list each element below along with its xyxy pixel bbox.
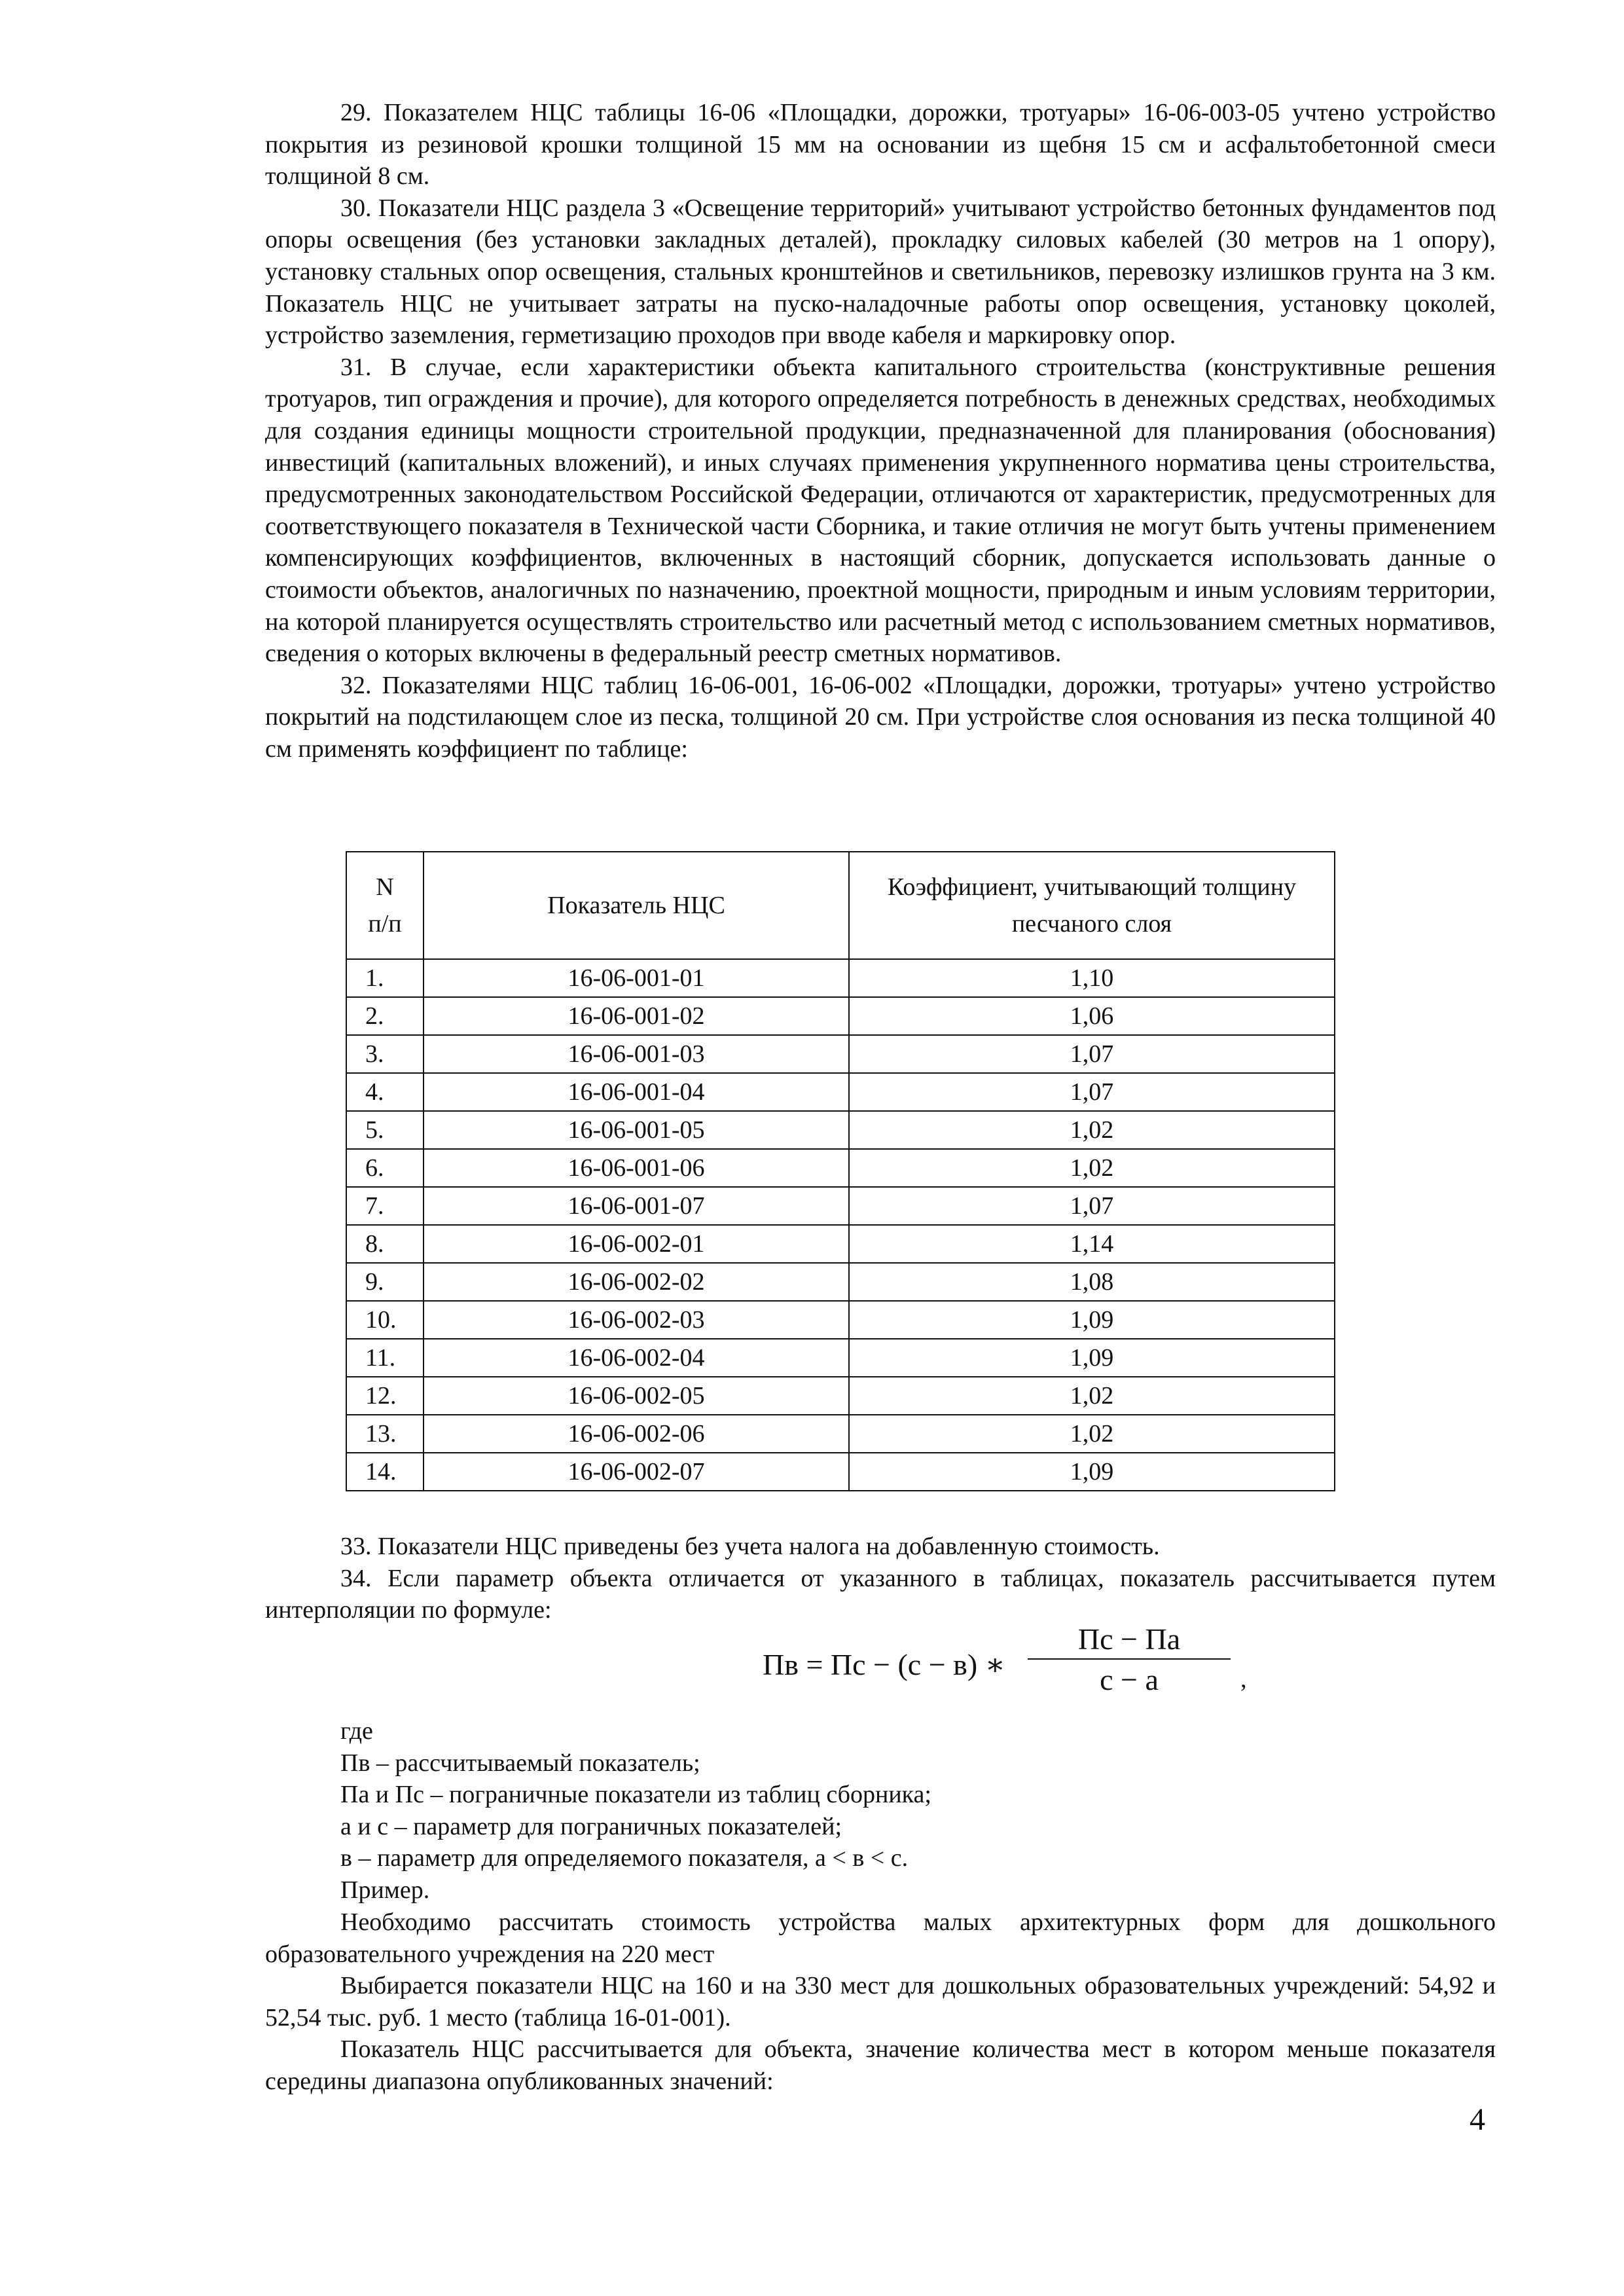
paragraph-30: 30. Показатели НЦС раздела 3 «Освещение территорий» учитывают устройство бетонных фундаментов под опоры освещения (без установки закладных деталей), прокладку силовых кабелей (30 метров на 1 опору), установку стальных опор освещения, стальных кронштейнов и светильников, перевозку излишков грунта на 3 км. Показатель НЦС не учитывает затраты на пуско-наладочные работы опор освещения, установку цоколей, устройство заземления, герметизацию проходов при вводе кабеля и маркировку опор. [265,194,1496,350]
table-row [346,1111,1335,1149]
row-code: 16-06-002-01 [424,1225,849,1263]
row-number: 13. [346,1415,424,1453]
row-code: 16-06-001-04 [424,1073,849,1111]
row-coefficient: 1,10 [849,959,1335,997]
row-coefficient: 1,02 [849,1149,1335,1187]
table-header-row [346,852,1335,959]
row-code: 16-06-001-01 [424,959,849,997]
table-row [346,1339,1335,1377]
row-number: 1. [346,959,424,997]
row-coefficient: 1,02 [849,1377,1335,1415]
row-code: 16-06-002-07 [424,1453,849,1491]
row-number: 7. [346,1187,424,1225]
row-code: 16-06-002-03 [424,1301,849,1339]
row-coefficient: 1,09 [849,1301,1335,1339]
row-coefficient: 1,08 [849,1263,1335,1301]
row-code: 16-06-002-06 [424,1415,849,1453]
row-number: 5. [346,1111,424,1149]
table-row [346,997,1335,1035]
table-row [346,1377,1335,1415]
legend-where: где [340,1717,373,1745]
paragraph-32: 32. Показателями НЦС таблиц 16-06-001, 16-06-002 «Площадки, дорожки, тротуары» учтено устройство покрытий на подстилающем слое из песка, толщиной 20 см. При устройстве слоя основания из песка толщиной 40 см применять коэффициент по таблице: [265,671,1496,763]
row-code: 16-06-002-04 [424,1339,849,1377]
formula-lhs: Пв = Пс − (с − в) ∗ [763,1648,1005,1681]
table-row [346,959,1335,997]
legend-pv: Пв – рассчитываемый показатель; [340,1749,700,1777]
row-number: 6. [346,1149,424,1187]
formula-numerator: Пс − Па [1028,1620,1231,1660]
row-number: 9. [346,1263,424,1301]
table-row [346,1073,1335,1111]
paragraph-example-calc: Показатель НЦС рассчитывается для объекта, значение количества мест в котором меньше показателя середины диапазона опубликованных значений: [265,2035,1496,2095]
row-coefficient: 1,09 [849,1339,1335,1377]
formula-fraction [1028,1620,1231,1698]
coefficient-table [346,851,1335,1491]
row-code: 16-06-001-03 [424,1035,849,1073]
bottom-paragraphs [265,1906,1496,2098]
paragraph-example-choice: Выбирается показатели НЦС на 160 и на 330 мест для дошкольных образовательных учреждений: 54,92 и 52,54 тыс. руб. 1 место (таблица 16-01-001). [265,1972,1496,2032]
paragraph-example-task: Необходимо рассчитать стоимость устройства малых архитектурных форм для дошкольного образовательного учреждения на 220 мест [265,1908,1496,1968]
row-code: 16-06-002-05 [424,1377,849,1415]
row-number: 2. [346,997,424,1035]
row-coefficient: 1,07 [849,1073,1335,1111]
row-coefficient: 1,07 [849,1187,1335,1225]
row-code: 16-06-001-06 [424,1149,849,1187]
row-number: 4. [346,1073,424,1111]
row-code: 16-06-002-02 [424,1263,849,1301]
table-row [346,1187,1335,1225]
row-number: 11. [346,1339,424,1377]
row-coefficient: 1,09 [849,1453,1335,1491]
row-number: 14. [346,1453,424,1491]
table-row [346,1453,1335,1491]
legend-v: в – параметр для определяемого показателя, а < в < с. [340,1844,909,1872]
legend-example: Пример. [340,1876,430,1904]
header-coefficient: Коэффициент, учитывающий толщину песчаного слоя [849,852,1335,959]
row-coefficient: 1,02 [849,1415,1335,1453]
paragraph-34: 34. Если параметр объекта отличается от указанного в таблицах, показатель рассчитывается путем интерполяции по формуле: [265,1564,1496,1624]
paragraph-31: 31. В случае, если характеристики объекта капитального строительства (конструктивные решения тротуаров, тип ограждения и прочие), для которого определяется потребность в денежных средствах, необходимых для создания единицы мощности строительной продукции, предназначенной для планирования (обоснования) инвестиций (капитальных вложений), и иных случаях применения укрупненного норматива цены строительства, предусмотренных законодательством Российской Федерации, отличаются от характеристик, предусмотренных для соответствующего показателя в Технической части Сборника, и такие отличия не могут быть учтены применением компенсирующих коэффициентов, включенных в настоящий сборник, допускается использовать данные о стоимости объектов, аналогичных по назначению, проектной мощности, природным и иным условиям территории, на которой планируется осуществлять строительство или расчетный метод с использованием сметных нормативов, сведения о которых включены в федеральный реестр сметных нормативов. [265,353,1496,668]
row-code: 16-06-001-02 [424,997,849,1035]
formula-comma: , [1240,1666,1247,1693]
row-coefficient: 1,07 [849,1035,1335,1073]
top-paragraphs [265,97,1496,765]
page-number: 4 [1470,2102,1485,2137]
row-number: 8. [346,1225,424,1263]
coefficient-table-wrap [346,851,1334,1491]
paragraph-29: 29. Показателем НЦС таблицы 16-06 «Площадки, дорожки, тротуары» 16-06-003-05 учтено устройство покрытия из резиновой крошки толщиной 15 мм на основании из щебня 15 см и асфальтобетонной смеси толщиной 8 см. [265,99,1496,191]
middle-paragraphs [265,1531,1496,1626]
row-coefficient: 1,02 [849,1111,1335,1149]
row-code: 16-06-001-05 [424,1111,849,1149]
table-row [346,1149,1335,1187]
table-body [346,959,1335,1491]
legend-a-c: а и с – параметр для пограничных показателей; [340,1812,842,1840]
row-number: 3. [346,1035,424,1073]
table-row [346,1301,1335,1339]
table-row [346,1263,1335,1301]
header-indicator: Показатель НЦС [424,852,849,959]
legend-pa-pc: Па и Пс – пограничные показатели из таблиц сборника; [340,1781,931,1809]
row-code: 16-06-001-07 [424,1187,849,1225]
formula-legend [265,1715,1496,1906]
row-number: 12. [346,1377,424,1415]
table-row [346,1225,1335,1263]
row-coefficient: 1,06 [849,997,1335,1035]
table-row [346,1035,1335,1073]
paragraph-33: 33. Показатели НЦС приведены без учета налога на добавленную стоимость. [340,1533,1160,1560]
row-number: 10. [346,1301,424,1339]
table-row [346,1415,1335,1453]
formula-denominator: с − а [1100,1663,1159,1696]
header-number: N п/п [346,852,424,959]
row-coefficient: 1,14 [849,1225,1335,1263]
